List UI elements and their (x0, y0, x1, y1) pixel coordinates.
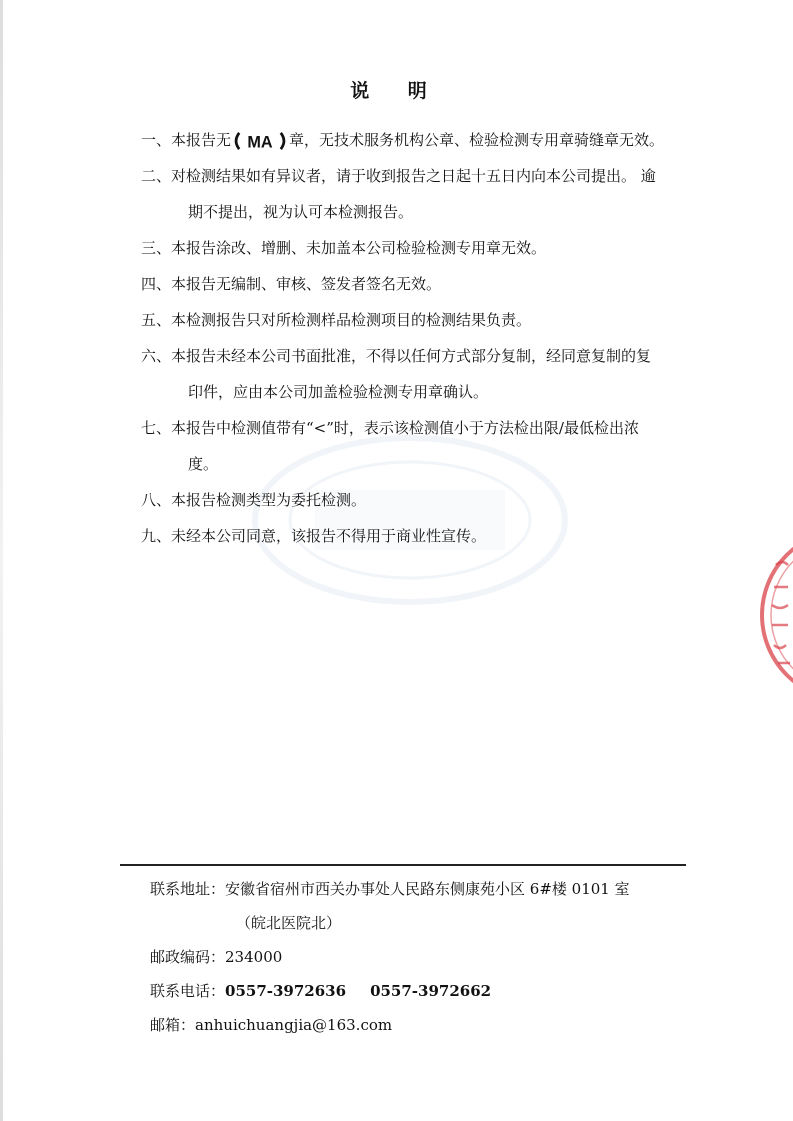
item-text: 本报告无编制、审核、签发者签名无效。 (171, 275, 442, 293)
cma-mark-text: MA (247, 133, 273, 152)
list-item (141, 122, 701, 158)
address-note: （皖北医院北） (236, 914, 342, 932)
list-item (141, 302, 701, 338)
list-item (141, 230, 701, 266)
list-item (141, 158, 701, 230)
email-row (150, 1008, 710, 1042)
list-item (141, 266, 701, 302)
item-line-1: 对检测结果如有异议者，请于收到报告之日起十五日内向本公司提出。 逾 (171, 167, 656, 185)
footer-divider (120, 864, 686, 866)
postal-row (150, 940, 710, 974)
item-number: 七、 (141, 419, 172, 437)
item-line-2: 印件，应由本公司加盖检验检测专用章确认。 (188, 383, 489, 401)
item-text (171, 122, 701, 158)
item-number: 三、 (141, 239, 172, 257)
item-text: 未经本公司同意，该报告不得用于商业性宣传。 (171, 527, 487, 545)
item-number: 一、 (141, 131, 172, 149)
item-text (171, 158, 701, 230)
list-item (141, 518, 701, 554)
item-number: 八、 (141, 491, 172, 509)
email-value: anhuichuangjia@163.com (195, 1016, 393, 1034)
email-label: 邮箱： (150, 1016, 196, 1034)
address-value: 安徽省宿州市西关办事处人民路东侧康苑小区 6#楼 0101 室 (225, 880, 630, 898)
notes-list (141, 122, 701, 554)
red-seal-stamp (752, 525, 793, 705)
page-title: 说 明 (350, 80, 443, 102)
item-number: 九、 (141, 527, 172, 545)
item-text-before-mark: 本报告无 (171, 131, 232, 149)
postal-label: 邮政编码： (150, 948, 226, 966)
item-line-2: 期不提出，视为认可本检测报告。 (188, 203, 414, 221)
item-text: 本报告检测类型为委托检测。 (171, 491, 367, 509)
list-item (141, 482, 701, 518)
item-number: 六、 (141, 347, 172, 365)
phone-number-2: 0557-3972662 (370, 982, 492, 1000)
address-label: 联系地址： (150, 880, 226, 898)
item-text: 本检测报告只对所检测样品检测项目的检测结果负责。 (171, 311, 532, 329)
item-line-1: 本报告中检测值带有“<”时，表示该检测值小于方法检出限/最低检出浓 (171, 419, 639, 437)
phone-row (150, 974, 710, 1008)
item-line-1: 本报告未经本公司书面批准，不得以任何方式部分复制，经同意复制的复 (171, 347, 652, 365)
scan-edge (0, 0, 3, 1121)
item-text (171, 410, 701, 482)
item-text: 本报告涂改、增删、未加盖本公司检验检测专用章无效。 (171, 239, 547, 257)
phone-number-1: 0557-3972636 (225, 982, 347, 1000)
item-line-2: 度。 (188, 455, 219, 473)
address-row (150, 872, 710, 906)
contact-info (150, 872, 710, 1042)
phone-label: 联系电话： (150, 982, 226, 1000)
cma-mark-icon (232, 130, 288, 152)
item-number: 二、 (141, 167, 172, 185)
list-item (141, 338, 701, 410)
item-number: 四、 (141, 275, 172, 293)
item-number: 五、 (141, 311, 172, 329)
item-text (171, 338, 701, 410)
postal-value: 234000 (225, 948, 283, 966)
list-item (141, 410, 701, 482)
item-text-after-mark: 章，无技术服务机构公章、检验检测专用章骑缝章无效。 (289, 131, 665, 149)
